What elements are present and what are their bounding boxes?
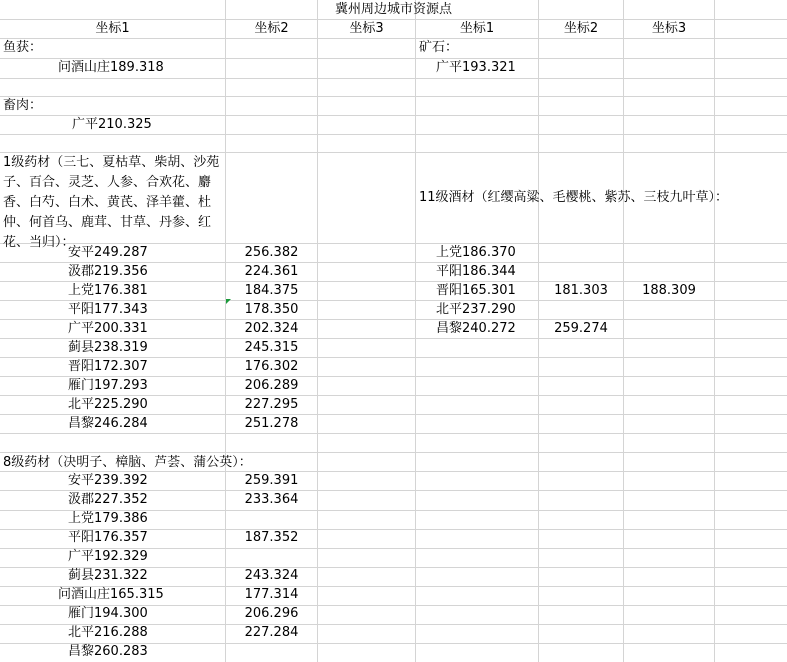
wine-row-3-coord3: 188.309 <box>642 283 696 298</box>
herb1-row-1-coord2: 256.382 <box>244 245 299 260</box>
wine-row-1-coord1: 上党186.370 <box>436 245 516 260</box>
herb8-row-4-coord1: 平阳176.357 <box>68 530 148 545</box>
row-border <box>0 452 787 453</box>
meat-row-coord1: 广平210.325 <box>72 117 152 132</box>
wine-row-3-coord1: 晋阳165.301 <box>436 283 516 298</box>
herb8-row-1-coord1: 安平239.392 <box>68 473 148 488</box>
herb1-row-9-coord1: 北平225.290 <box>68 397 148 412</box>
header-left-coord2: 坐标2 <box>254 21 289 36</box>
wine-row-5-coord1: 昌黎240.272 <box>436 321 516 336</box>
herb1-row-5-coord1: 广平200.331 <box>68 321 148 336</box>
herb8-row-5-coord1: 广平192.329 <box>68 549 148 564</box>
column-border <box>317 0 318 662</box>
header-left-coord1: 坐标1 <box>95 21 130 36</box>
column-border <box>623 0 624 662</box>
herb8-row-7-coord1: 问酒山庄165.315 <box>58 587 164 602</box>
herb1-row-3-coord2: 184.375 <box>244 283 299 298</box>
wine-row-5-coord2: 259.274 <box>554 321 608 336</box>
herb8-row-10-coord1: 昌黎260.283 <box>68 644 148 659</box>
herb8-row-4-coord2: 187.352 <box>244 530 299 545</box>
herb1-row-8-coord2: 206.289 <box>244 378 299 393</box>
herb1-row-3-coord1: 上党176.381 <box>68 283 148 298</box>
herb8-row-3-coord1: 上党179.386 <box>68 511 148 526</box>
cell-comment-marker <box>226 299 231 304</box>
header-right-coord3: 坐标3 <box>651 21 687 36</box>
herb8-row-1-coord2: 259.391 <box>244 473 299 488</box>
herb1-row-10-coord2: 251.278 <box>244 416 299 431</box>
header-right-coord1: 坐标1 <box>459 21 495 36</box>
column-border <box>415 0 416 662</box>
herb8-row-6-coord1: 蓟县231.322 <box>68 568 148 583</box>
wine-row-3-coord2: 181.303 <box>554 283 608 298</box>
herb8-row-9-coord2: 227.284 <box>244 625 299 640</box>
row-border <box>0 96 787 97</box>
wine-row-2-coord1: 平阳186.344 <box>436 264 516 279</box>
wine-row-4-coord1: 北平237.290 <box>436 302 516 317</box>
herb1-label: 1级药材（三七、夏枯草、柴胡、沙苑子、百合、灵芝、人参、合欢花、麝香、白芍、白术、黄芪、泽羊藿、杜仲、何首乌、鹿茸、甘草、丹参、红花、当归）： <box>3 155 220 250</box>
sheet-title: 冀州周边城市资源点 <box>334 2 452 17</box>
header-right-coord2: 坐标2 <box>563 21 599 36</box>
herb8-row-2-coord2: 233.364 <box>244 492 299 507</box>
herb1-row-10-coord1: 昌黎246.284 <box>68 416 148 431</box>
herb1-row-5-coord2: 202.324 <box>244 321 299 336</box>
row-border <box>0 38 787 39</box>
herb1-row-1-coord1: 安平249.287 <box>68 245 148 260</box>
herb8-row-9-coord1: 北平216.288 <box>68 625 148 640</box>
herb1-row-7-coord2: 176.302 <box>244 359 299 374</box>
herb8-row-7-coord2: 177.314 <box>244 587 299 602</box>
herb1-row-2-coord1: 汲郡219.356 <box>68 264 148 279</box>
herb8-row-6-coord2: 243.324 <box>244 568 299 583</box>
fish-label: 鱼获： <box>3 40 43 55</box>
column-border <box>714 0 715 662</box>
herb8-label: 8级药材（决明子、樟脑、芦荟、蒲公英）： <box>3 455 252 470</box>
herb1-row-8-coord1: 雁门197.293 <box>68 378 148 393</box>
herb1-row-4-coord2: 178.350 <box>244 302 299 317</box>
herb1-row-6-coord2: 245.315 <box>244 340 299 355</box>
herb8-row-2-coord1: 汲郡227.352 <box>68 492 148 507</box>
row-border <box>0 433 787 434</box>
row-border <box>0 78 787 79</box>
ore-label: 矿石： <box>419 40 459 55</box>
herb1-row-2-coord2: 224.361 <box>244 264 299 279</box>
header-left-coord3: 坐标3 <box>349 21 384 36</box>
ore-row-coord1: 广平193.321 <box>436 60 516 75</box>
row-border <box>0 134 787 135</box>
wine-label: 11级酒材（红缨高粱、毛樱桃、紫苏、三枝九叶草）： <box>419 190 729 205</box>
herb1-row-6-coord1: 蓟县238.319 <box>68 340 148 355</box>
herb1-row-9-coord2: 227.295 <box>244 397 299 412</box>
fish-row-coord1: 问酒山庄189.318 <box>58 60 164 75</box>
meat-label: 畜肉： <box>3 98 43 113</box>
herb8-row-8-coord1: 雁门194.300 <box>68 606 148 621</box>
herb1-row-7-coord1: 晋阳172.307 <box>68 359 148 374</box>
herb8-row-8-coord2: 206.296 <box>244 606 299 621</box>
herb1-row-4-coord1: 平阳177.343 <box>68 302 148 317</box>
